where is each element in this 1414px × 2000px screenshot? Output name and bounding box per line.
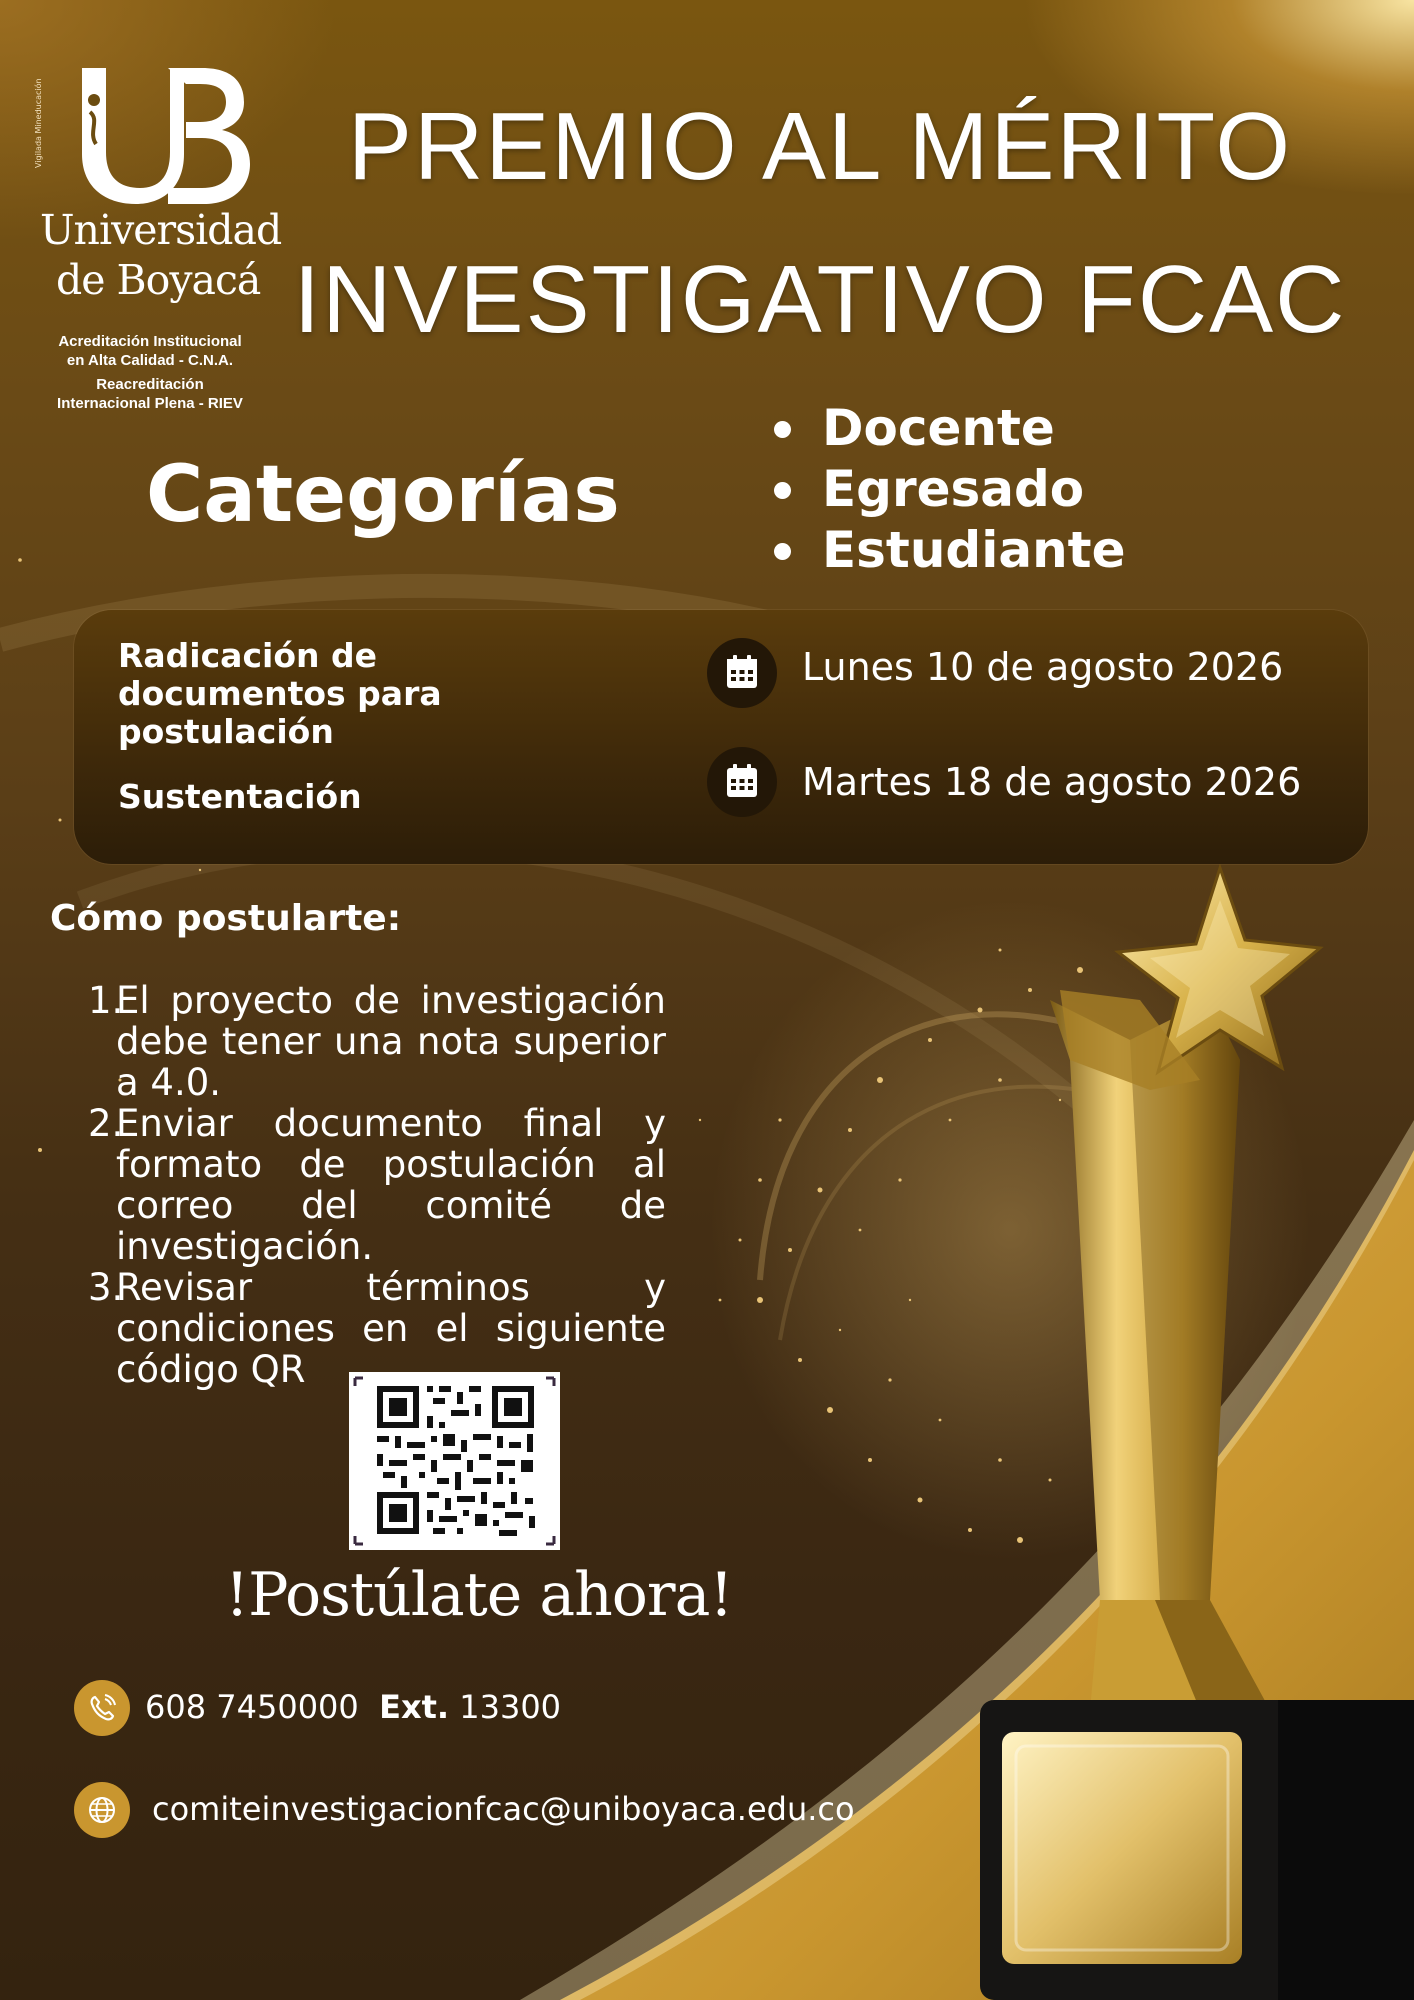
step-number: 3. — [88, 1266, 124, 1309]
email-link[interactable]: comiteinvestigacionfcac@uniboyaca.edu.co — [152, 1790, 855, 1828]
how-to-apply-heading: Cómo postularte: — [50, 898, 402, 939]
vertical-text-label: Vigilada Mineducación — [34, 78, 43, 168]
logo-vertical-text — [32, 60, 46, 170]
page-title-line2: INVESTIGATIVO FCAC — [293, 246, 1347, 353]
sustentacion-label: Sustentación — [118, 777, 362, 816]
cta-text: !Postúlate ahora! — [225, 1560, 733, 1630]
accreditation-line3: Reacreditación — [96, 376, 204, 393]
step-text: El proyecto de investigación debe tener una nota superior a 4.0. — [116, 979, 666, 1104]
radicacion-date: Lunes 10 de agosto 2026 — [802, 645, 1284, 689]
phone-value: 608 7450000 — [145, 1688, 359, 1726]
phone-number[interactable] — [145, 1688, 561, 1726]
qr-code[interactable] — [349, 1372, 560, 1550]
phone-icon — [74, 1680, 130, 1736]
sustentacion-date: Martes 18 de agosto 2026 — [802, 760, 1302, 804]
calendar-icon — [707, 747, 777, 817]
category-item-docente: Docente — [766, 398, 1126, 459]
university-logo-icon — [62, 60, 252, 210]
step-text: Revisar términos y condiciones en el siguiente código QR — [116, 1266, 666, 1391]
categories-heading: Categorías — [146, 450, 620, 540]
category-item-estudiante: Estudiante — [766, 520, 1126, 581]
categories-list — [766, 398, 1126, 581]
radicacion-label: Radicación de documentos para postulación — [118, 636, 442, 751]
step-number: 2. — [88, 1102, 124, 1145]
accreditation-line4: Internacional Plena - RIEV — [57, 395, 243, 412]
logo-name-line1: Universidad — [40, 206, 282, 254]
page-title-line1: PREMIO AL MÉRITO — [347, 93, 1293, 200]
accreditation-line2: en Alta Calidad - C.N.A. — [66, 352, 234, 369]
logo-name-line2: de Boyacá — [56, 256, 261, 304]
steps-list — [80, 980, 666, 1390]
step-text: Enviar documento final y formato de postulación al correo del comité de investigación. — [116, 1102, 666, 1268]
calendar-icon — [707, 638, 777, 708]
ext-value: 13300 — [459, 1688, 562, 1726]
step-item — [80, 980, 666, 1103]
accreditation-line1: Acreditación Institucional — [58, 333, 242, 350]
category-item-egresado: Egresado — [766, 459, 1126, 520]
step-number: 1. — [88, 979, 124, 1022]
step-item — [80, 1103, 666, 1267]
globe-icon — [74, 1782, 130, 1838]
ext-label: Ext. — [379, 1688, 450, 1726]
